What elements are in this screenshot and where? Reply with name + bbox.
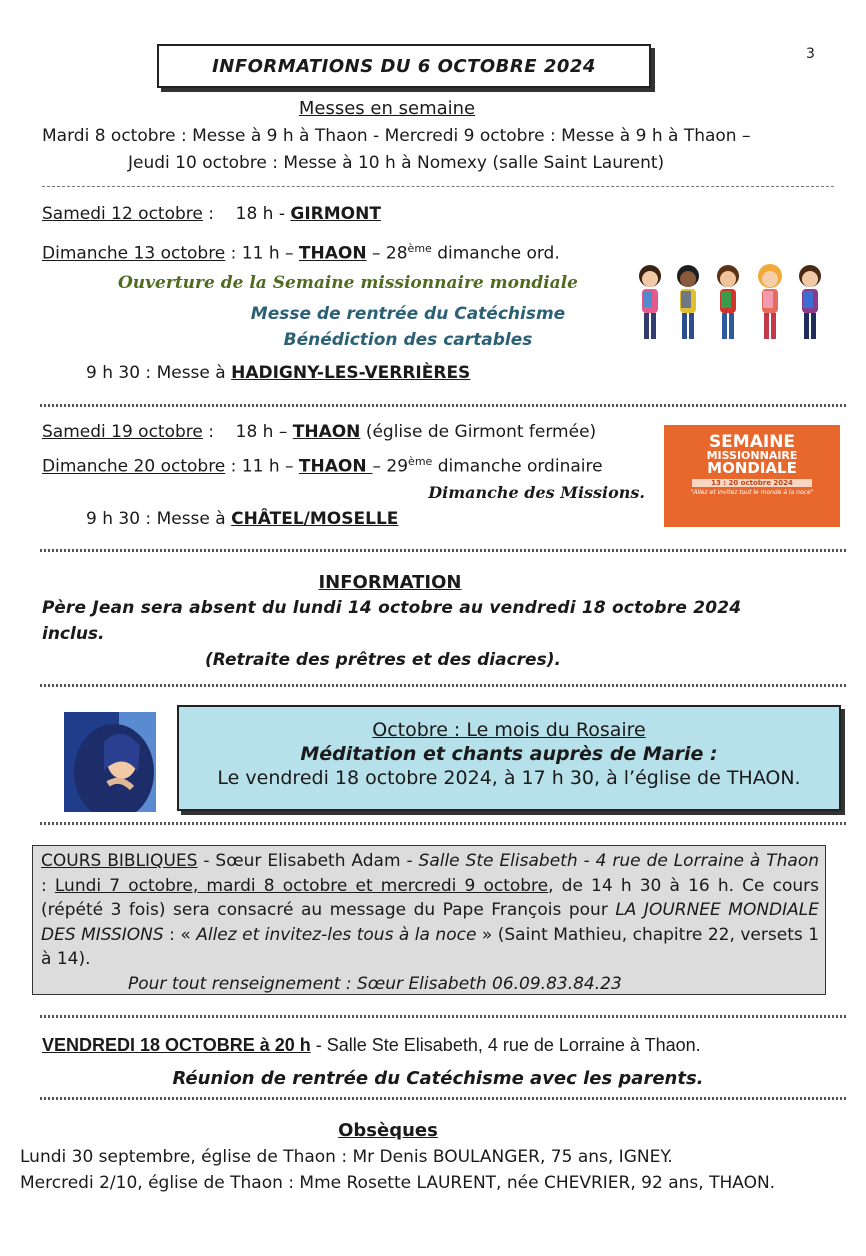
sun13-time: : 11 h – bbox=[225, 243, 299, 264]
mission-week-poster bbox=[664, 425, 840, 527]
bible-course-text bbox=[33, 849, 825, 972]
bible-course-box bbox=[32, 845, 826, 995]
separator bbox=[40, 822, 848, 825]
information-line-1: Père Jean sera absent du lundi 14 octobre au vendredi 18 octobre 2024 bbox=[42, 598, 742, 618]
meeting-place: - Salle Ste Elisabeth, 4 rue de Lorraine à Thaon. bbox=[310, 1035, 701, 1055]
poster-line-2: MISSIONNAIRE bbox=[706, 449, 798, 462]
bible-t1: - Sœur Elisabeth Adam - bbox=[197, 851, 419, 871]
sun20-rest: dimanche ordinaire bbox=[432, 456, 603, 477]
child-3 bbox=[717, 265, 739, 339]
bible-contact: Pour tout renseignement : Sœur Elisabeth 06.09.83.84.23 bbox=[128, 973, 622, 994]
sat19-place: THAON bbox=[292, 422, 361, 442]
catechism-mass: Messe de rentrée du Catéchisme bbox=[250, 304, 566, 324]
separator bbox=[40, 1097, 848, 1100]
separator bbox=[42, 186, 834, 187]
rosary-title-rest: : Le mois du Rosaire bbox=[447, 719, 646, 741]
sun20-place: THAON bbox=[298, 456, 373, 477]
page-title: INFORMATIONS DU 6 OCTOBRE 2024 bbox=[157, 44, 651, 88]
meeting-date: VENDREDI 18 OCTOBRE à 20 h bbox=[42, 1035, 311, 1055]
page-number: 3 bbox=[806, 46, 815, 62]
sat19-date: Samedi 19 octobre bbox=[42, 422, 203, 442]
bible-quote: Allez et invitez-les tous à la noce bbox=[196, 924, 477, 945]
bible-t3: : bbox=[41, 875, 55, 896]
funeral-line-1: Lundi 30 septembre, église de Thaon : Mr Denis BOULANGER, 75 ans, IGNEY. bbox=[20, 1147, 673, 1167]
separator bbox=[40, 404, 848, 407]
separator bbox=[40, 1015, 848, 1018]
meeting-line bbox=[42, 1035, 701, 1056]
saturday-19 bbox=[42, 422, 596, 442]
sun20-rank: – 29 bbox=[372, 456, 409, 477]
poster-line-3: MONDIALE bbox=[707, 459, 797, 477]
bible-t6: : « bbox=[163, 924, 197, 945]
sat19-time: : 18 h – bbox=[202, 422, 293, 442]
sunday-13 bbox=[42, 242, 560, 264]
bible-mission-day: LA JOURNEE MONDIALE DES MISSIONS bbox=[41, 900, 820, 945]
separator bbox=[40, 684, 848, 687]
madonna-image bbox=[64, 712, 156, 812]
bible-location: Salle Ste Elisabeth - 4 rue de Lorraine à Thaon bbox=[418, 851, 819, 871]
meeting-subject: Réunion de rentrée du Catéchisme avec les parents. bbox=[172, 1068, 704, 1089]
bible-t4: , de 14 h 30 à 16 h. Ce cours (répété 3 fois) sera consacré au message du Pape François pour bbox=[41, 875, 819, 920]
weekday-heading: Messes en semaine bbox=[298, 98, 476, 119]
sun13-rank: – 28 bbox=[366, 243, 408, 264]
rosary-box bbox=[177, 705, 841, 811]
children-illustration bbox=[632, 262, 828, 344]
bible-t8: » (Saint Mathieu, chapitre 22, versets 1 à 14). bbox=[41, 924, 820, 969]
information-line-2: inclus. bbox=[42, 624, 105, 644]
sun13-sup: ème bbox=[407, 242, 432, 255]
hadigny-place: HADIGNY-LES-VERRIÈRES bbox=[231, 363, 471, 383]
madonna-icon bbox=[64, 712, 156, 812]
satchel-blessing: Bénédiction des cartables bbox=[283, 330, 533, 350]
information-line-3: (Retraite des prêtres et des diacres). bbox=[205, 650, 561, 670]
chatel-place: CHÂTEL/MOSELLE bbox=[231, 509, 399, 529]
sun20-date: Dimanche 20 octobre bbox=[42, 456, 226, 477]
funerals-heading: Obsèques bbox=[338, 1120, 438, 1141]
child-4 bbox=[758, 264, 782, 339]
chatel-mass bbox=[86, 509, 398, 529]
child-2 bbox=[677, 265, 699, 339]
chatel-prefix: 9 h 30 : Messe à bbox=[86, 509, 232, 529]
saturday-12 bbox=[42, 204, 381, 224]
sun20-time: : 11 h – bbox=[225, 456, 299, 477]
poster-line-1: SEMAINE bbox=[708, 432, 796, 452]
sun13-rest: dimanche ord. bbox=[431, 243, 560, 264]
rosary-meditation: Méditation et chants auprès de Marie : bbox=[300, 743, 718, 765]
weekday-line-1: Mardi 8 octobre : Messe à 9 h à Thaon - Mercredi 9 octobre : Messe à 9 h à Thaon – bbox=[42, 126, 751, 146]
missions-sunday: Dimanche des Missions. bbox=[428, 483, 645, 502]
hadigny-mass bbox=[86, 363, 470, 383]
sat12-place: GIRMONT bbox=[290, 204, 381, 224]
separator bbox=[40, 549, 848, 552]
sunday-20 bbox=[42, 455, 603, 477]
information-heading: INFORMATION bbox=[318, 572, 462, 593]
sat12-date: Samedi 12 octobre bbox=[42, 204, 203, 224]
mission-week-opening: Ouverture de la Semaine missionnaire mondiale bbox=[118, 273, 578, 293]
funeral-line-2: Mercredi 2/10, église de Thaon : Mme Rosette LAURENT, née CHEVRIER, 92 ans, THAON. bbox=[20, 1173, 776, 1193]
sun13-place: THAON bbox=[298, 243, 367, 264]
child-1 bbox=[639, 265, 661, 339]
poster-dates: 13 : 20 octobre 2024 bbox=[692, 479, 812, 487]
bible-label: COURS BIBLIQUES bbox=[41, 851, 198, 871]
sat12-time: : 18 h - bbox=[202, 204, 291, 224]
child-5 bbox=[799, 265, 821, 339]
hadigny-prefix: 9 h 30 : Messe à bbox=[86, 363, 232, 383]
sun20-sup: ème bbox=[408, 455, 433, 468]
bible-dates: Lundi 7 octobre, mardi 8 octobre et mercredi 9 octobre bbox=[54, 875, 549, 896]
poster-motto: "Allez et invitez tout le monde à la noce" bbox=[690, 489, 814, 496]
sat19-note: (église de Girmont fermée) bbox=[360, 422, 597, 442]
sun13-date: Dimanche 13 octobre bbox=[42, 243, 226, 264]
weekday-line-2: Jeudi 10 octobre : Messe à 10 h à Nomexy (salle Saint Laurent) bbox=[128, 153, 665, 173]
rosary-month: Octobre bbox=[372, 719, 448, 741]
rosary-title bbox=[179, 719, 839, 741]
rosary-date: Le vendredi 18 octobre 2024, à 17 h 30, à l’église de THAON. bbox=[217, 767, 801, 789]
